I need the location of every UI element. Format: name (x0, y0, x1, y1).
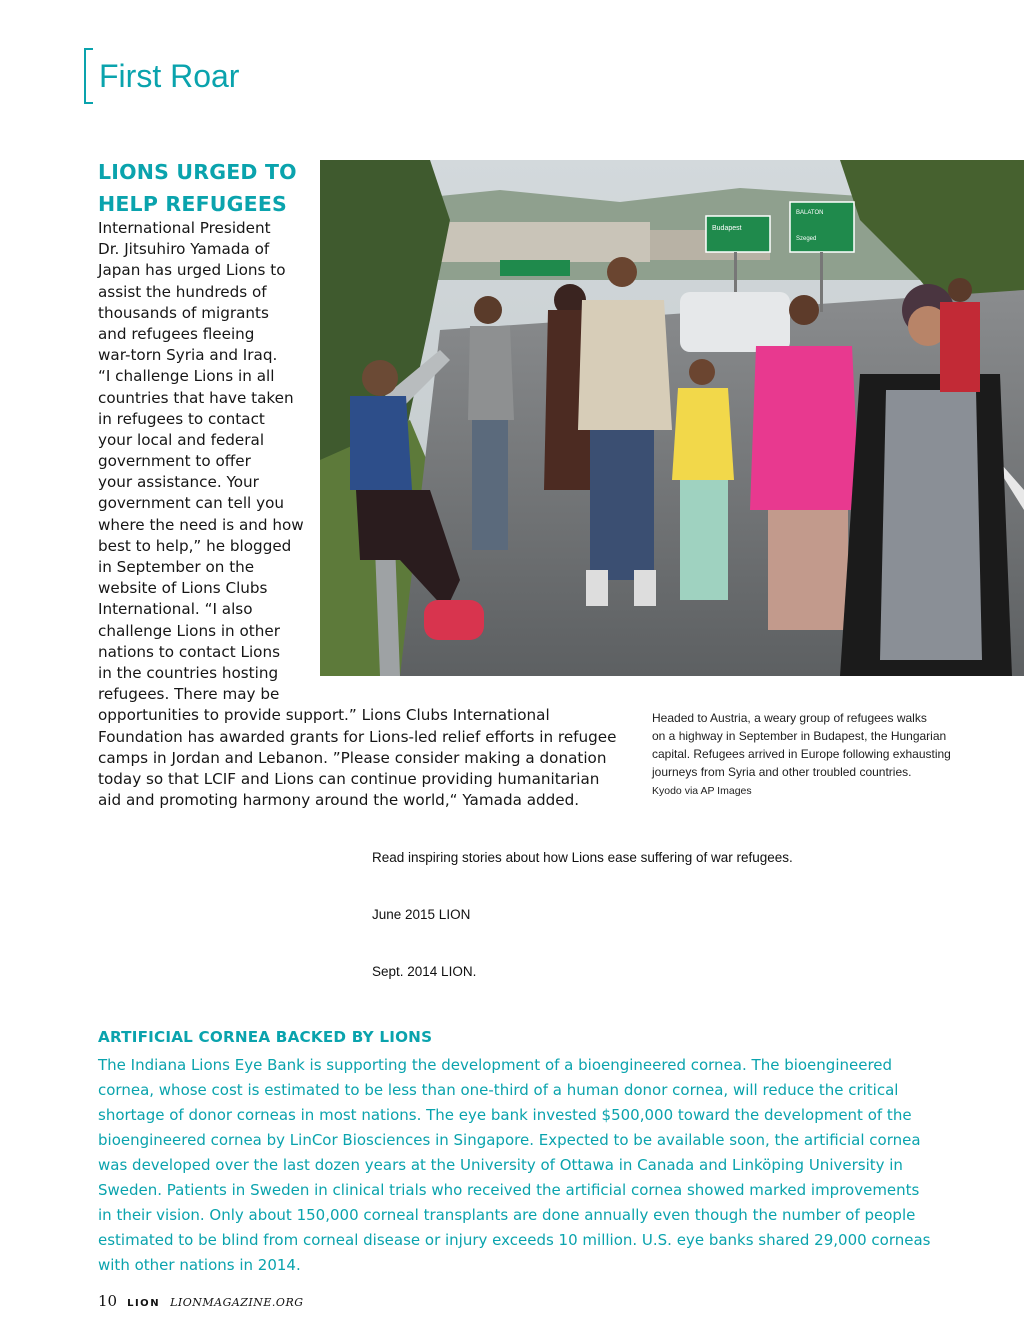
body-line: estimated to be blind from corneal disease or injury exceeds 10 million. U.S. eye banks shared 29,000 corneas (98, 1231, 931, 1249)
cornea-article-body (98, 1053, 931, 1278)
headline-line: HELP REFUGEES (98, 192, 288, 216)
bracket-decoration (84, 48, 93, 104)
body-line: website of Lions Clubs (98, 579, 268, 598)
body-line: government can tell you (98, 494, 284, 513)
body-line: and refugees fleeing (98, 324, 255, 343)
body-line: challenge Lions in other (98, 621, 280, 640)
body-line: in September on the (98, 558, 255, 576)
body-line: opportunities to provide support.” Lions Clubs International (98, 706, 550, 725)
body-line: today so that LCIF and Lions can continue providing humanitarian (98, 769, 600, 788)
read-more-text: Read inspiring stories about how Lions ease suffering of war refugees. (372, 850, 793, 865)
body-line: The Indiana Lions Eye Bank is supporting the development of a bioengineered cornea. The bioengineered (98, 1056, 893, 1074)
body-line: countries that have taken (98, 388, 294, 407)
body-line: cornea, whose cost is estimated to be less than one-third of a human donor cornea, will reduce the critical (98, 1081, 899, 1099)
body-line: refugees. There may be (98, 685, 280, 704)
body-line: nations to contact Lions (98, 642, 281, 661)
caption-line: capital. Refugees arrived in Europe following exhausting (652, 747, 951, 761)
body-line: assist the hundreds of (98, 282, 267, 301)
body-line: Sweden. Patients in Sweden in clinical trials who received the artificial cornea showed marked improvements (98, 1181, 920, 1199)
body-line: with other nations in 2014. (98, 1256, 301, 1274)
sign-text: BALATON (796, 210, 824, 216)
magazine-name: LION (127, 1298, 161, 1309)
body-line: Japan has urged Lions to (98, 261, 286, 280)
section-title: First Roar (99, 58, 240, 94)
caption-line: journeys from Syria and other troubled countries. (652, 765, 912, 779)
body-line: government to offer (98, 452, 251, 471)
body-line: aid and promoting harmony around the world,“ Yamada added. (98, 791, 580, 810)
body-line: in refugees to contact (98, 409, 265, 428)
body-line: International President (98, 219, 271, 237)
body-line: bioengineered cornea by LinCor Biosciences in Singapore. Expected to be available soon, the artificial cornea (98, 1131, 921, 1149)
read-more-link-sept-2014[interactable]: Sept. 2014 LION. (372, 964, 477, 979)
body-line: in their vision. Only about 150,000 corneal transplants are done annually even though the number of people (98, 1206, 916, 1224)
body-line: your local and federal (98, 430, 265, 449)
page-number: 10 (98, 1292, 118, 1310)
sign-text: Szeged (796, 236, 817, 242)
sign-text: Budapest (712, 225, 742, 232)
body-line: International. “I also (98, 600, 253, 619)
body-line: Foundation has awarded grants for Lions-led relief efforts in refugee (98, 727, 617, 746)
article-headline (98, 156, 328, 220)
body-line: thousands of migrants (98, 303, 269, 322)
read-more-link-june-2015[interactable]: June 2015 LION (372, 907, 471, 922)
section-header (84, 48, 239, 104)
body-line: camps in Jordan and Lebanon. ”Please consider making a donation (98, 748, 607, 767)
body-line: war-torn Syria and Iraq. (98, 346, 278, 365)
headline-line: LIONS URGED TO (98, 160, 297, 184)
body-line: “I challenge Lions in all (98, 367, 275, 386)
caption-line: Headed to Austria, a weary group of refugees walks (652, 711, 927, 725)
body-line: was developed over the last dozen years at the University of Ottawa in Canada and Linköping University in (98, 1156, 903, 1174)
article-body (98, 218, 616, 811)
website-link[interactable]: LIONMAGAZINE.ORG (170, 1296, 304, 1309)
body-line: your assistance. Your (98, 473, 259, 492)
body-line: in the countries hosting (98, 663, 279, 682)
photo-caption (652, 709, 952, 800)
cornea-article-title: ARTIFICIAL CORNEA BACKED BY LIONS (98, 1028, 433, 1046)
page-footer (98, 1292, 304, 1310)
body-line: Dr. Jitsuhiro Yamada of (98, 240, 270, 259)
photo-credit: Kyodo via AP Images (652, 785, 752, 797)
body-line: where the need is and how (98, 515, 304, 534)
body-line: best to help,” he blogged (98, 536, 292, 555)
caption-line: on a highway in September in Budapest, the Hungarian (652, 729, 947, 743)
body-line: shortage of donor corneas in most nations. The eye bank invested $500,000 toward the development of the (98, 1106, 912, 1124)
